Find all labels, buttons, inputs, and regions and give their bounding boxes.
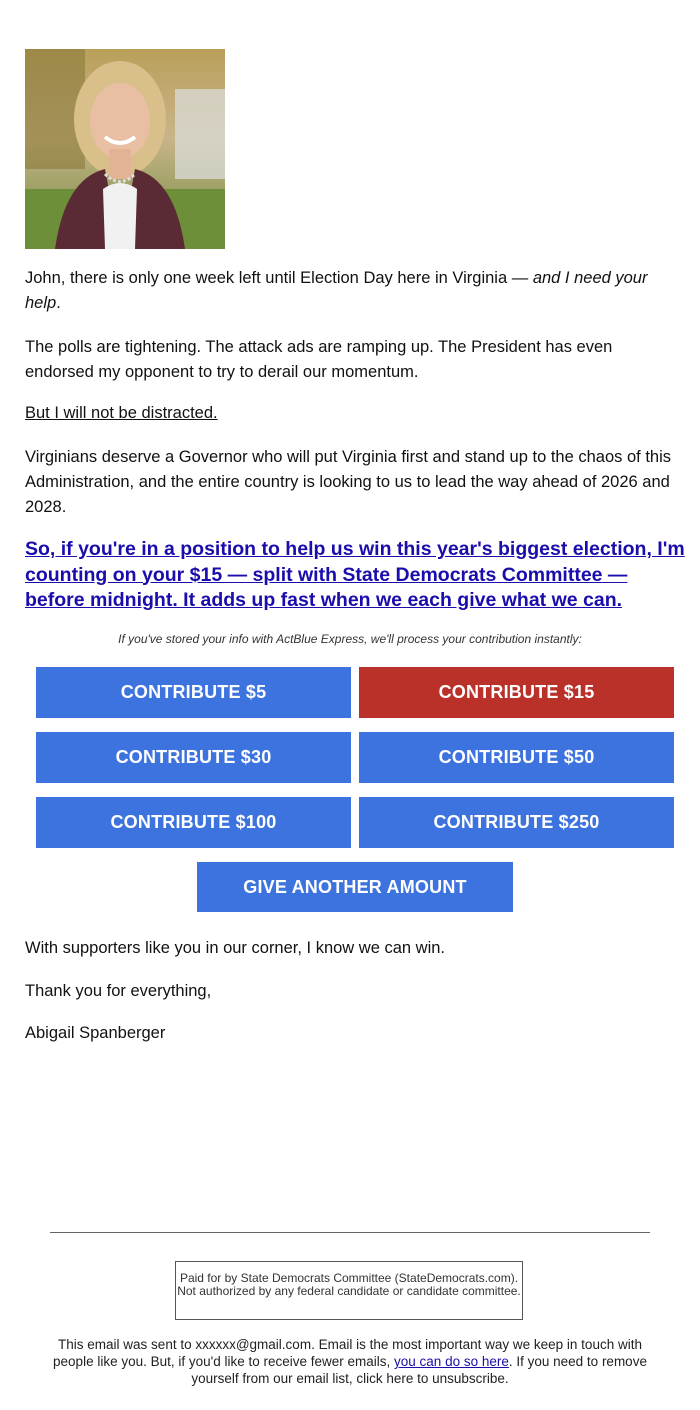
contribute-100-button[interactable]: CONTRIBUTE $100 [36, 797, 351, 848]
paid-for-disclaimer: Paid for by State Democrats Committee (StateDemocrats.com). Not authorized by any federal candidate or candidate committee. [175, 1261, 523, 1320]
signature: Abigail Spanberger [25, 1024, 166, 1042]
contribute-50-button[interactable]: CONTRIBUTE $50 [359, 732, 674, 783]
not-distracted-text: But I will not be distracted. [25, 404, 218, 422]
give-another-amount-button[interactable]: GIVE ANOTHER AMOUNT [197, 862, 513, 912]
donate-cta-link[interactable]: So, if you're in a position to help us win this year's biggest election, I'm counting on your $15 — split with State Democrats Committee — before midnight. It adds up fast when we each give what we can. [25, 538, 685, 611]
footer-divider [50, 1232, 650, 1233]
fewer-emails-link[interactable]: you can do so here [394, 1354, 509, 1369]
recipient-email: xxxxxx@gmail.com [195, 1337, 312, 1352]
contribute-5-button[interactable]: CONTRIBUTE $5 [36, 667, 351, 718]
unsubscribe-text[interactable]: . If you need to remove yourself from our email list, click here to unsubscribe. [191, 1354, 647, 1386]
intro-text: John, there is only one week left until Election Day here in Virginia — [25, 269, 533, 287]
contribute-250-button[interactable]: CONTRIBUTE $250 [359, 797, 674, 848]
thanks-line: Thank you for everything, [25, 982, 212, 1000]
intro-emphasis: and I need your help [25, 269, 648, 312]
polls-paragraph: The polls are tightening. The attack ads are ramping up. The President has even endorsed my opponent to try to derail our momentum. [25, 338, 613, 381]
candidate-photo [25, 49, 225, 249]
intro-period: . [56, 294, 61, 312]
governor-paragraph: Virginians deserve a Governor who will put Virginia first and stand up to the chaos of this Administration, and the entire country is looking to us to lead the way ahead of 2026 and 2028. [25, 448, 671, 516]
actblue-note: If you've stored your info with ActBlue Express, we'll process your contribution instantly: [118, 632, 582, 646]
closing-line: With supporters like you in our corner, I know we can win. [25, 939, 446, 957]
contribute-30-button[interactable]: CONTRIBUTE $30 [36, 732, 351, 783]
contribute-15-button[interactable]: CONTRIBUTE $15 [359, 667, 674, 718]
legal-text-a: This email was sent to [58, 1337, 196, 1352]
not-distracted-line [25, 401, 673, 426]
intro-paragraph [25, 266, 673, 316]
legal-text-b: . Email is the most important way we keep in touch with people like you. But, if you'd like to receive fewer emails, [53, 1337, 642, 1369]
footer-legal [45, 1336, 655, 1387]
